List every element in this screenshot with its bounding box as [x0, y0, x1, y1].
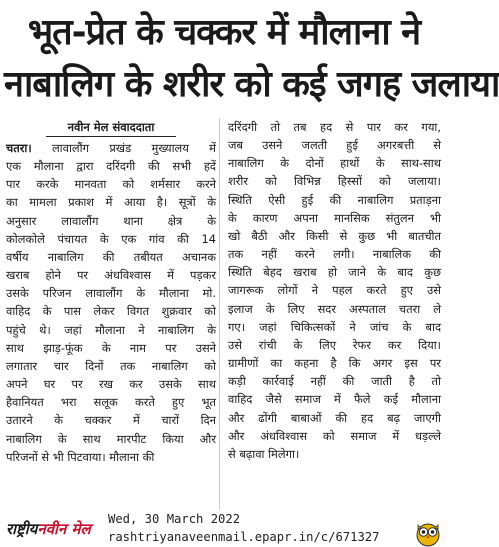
article-line: ग्रामीणों का कहना है कि अगर इस पर: [228, 356, 441, 371]
article-line: खो बैठी और किसी से कुछ भी बातचीत: [228, 228, 441, 243]
publication-date: Wed, 30 March 2022: [108, 512, 241, 526]
article-line: उसके परिजन लावालौंग के मौलाना मो.: [6, 286, 216, 301]
logo-text-part-2: नवीन मेल: [37, 520, 91, 538]
article-line: स्थिति बेहद खराब हो जाने के बाद कुछ: [228, 265, 441, 280]
epaper-url[interactable]: rashtriyanaveenmail.epapr.in/c/671327: [108, 530, 380, 544]
article-line: वाहिद के पास लेकर विगत शुक्रवार को: [6, 304, 216, 319]
article-line: अपने घर पर रख कर उसके साथ: [6, 377, 216, 392]
article-line: गए। जहां चिकित्सकों ने जांच के बाद: [228, 319, 441, 334]
epaper-stamp: [108, 510, 408, 546]
article-line: अनुसार लावालौंग थाना क्षेत्र के: [6, 213, 216, 228]
article-line: तक नहीं करने लगी। नाबालिक की: [228, 247, 441, 262]
left-column-body: [6, 139, 216, 466]
article-line: लगातार चार दिनों तक नाबालिग को: [6, 358, 216, 373]
article-line: इलाज के लिए सदर अस्पताल चतरा ले: [228, 301, 441, 316]
article-line: एक मौलाना द्वारा दरिंदगी की सभी हदें: [6, 159, 216, 174]
article-line: साथ झाड़-फूंक के नाम पर उसने: [6, 340, 216, 355]
article-right-column: [228, 118, 441, 463]
dateline: चतरा।: [6, 141, 32, 155]
article-line: शरीर को विभिन्न हिस्सों को जलाया।: [228, 174, 441, 189]
article-line: वाहिद जैसे समाज में फैले कई मौलाना: [228, 392, 441, 407]
owl-icon: [413, 519, 443, 547]
article-line: उसे रांची के लिए रेफर कर दिया।: [228, 337, 441, 352]
article-line: पार करके मानवता को शर्मसार करने: [6, 177, 216, 192]
article-left-column: [6, 118, 216, 466]
article-line: के कारण अपना मानसिक संतुलन भी: [228, 210, 441, 225]
column-divider: [219, 118, 220, 510]
article-line: पहुंचे थे। जहां मौलाना ने नाबालिग के: [6, 322, 216, 337]
article-line: खराब होने पर अंधविश्वास में पड़कर: [6, 268, 216, 283]
article-text: लावालौंग प्रखंड मुख्यालय में: [31, 141, 216, 155]
logo-text-part-1: राष्ट्रीय: [6, 520, 38, 538]
article-line: वर्षीय नाबालिग की तबीयत अचानक: [6, 249, 216, 264]
article-line: और ढोंगी बाबाओं की हद बढ़ जाएगी: [228, 410, 441, 425]
article-line: नाबालिग के साथ मारपीट किया और: [6, 431, 216, 446]
article-line: परिजनों से भी पिटवाया। मौलाना की: [6, 449, 155, 464]
article-line: हैवानियत भरा सलूक करते हुए भूत: [6, 395, 216, 410]
epaper-footer: [0, 510, 447, 547]
article-line: से बढ़ावा मिलेगा।: [228, 446, 300, 461]
article-line: कोलकोले पंचायत के एक गांव की 14: [6, 231, 216, 246]
headline-line-1: भूत-प्रेत के चक्कर में मौलाना ने: [27, 12, 421, 53]
article-line: जागरूक लोगों ने पहल करते हुए उसे: [228, 283, 441, 298]
article-line: स्थिति ऐसी हुई की नाबालिग प्रताड़ना: [228, 192, 441, 207]
article-line: का मामला प्रकाश में आया है। सूत्रों के: [6, 195, 216, 210]
byline-underline: [46, 136, 176, 137]
article-line: जब उसने जलती हुई अगरबत्ती से: [228, 138, 441, 153]
article-line: नाबालिग के दोनों हाथों के साथ-साथ: [228, 156, 441, 171]
byline: नवीन मेल संवाददाता: [67, 120, 155, 134]
article-line: और अंधविश्वास को समाज में धड़ल्ले: [228, 428, 441, 443]
article-line: उतारने के चक्कर में चारों दिन: [6, 413, 216, 428]
headline-line-2: नाबालिग के शरीर को कई जगह जलाया: [4, 64, 499, 105]
right-column-body: [228, 118, 441, 463]
article-line: दरिंदगी तो तब हद से पार कर गया,: [228, 120, 441, 134]
article-line: [6, 139, 216, 157]
newspaper-logo: [6, 514, 104, 544]
article-line: कड़ी कार्रवाई नहीं की जाती है तो: [228, 374, 441, 389]
